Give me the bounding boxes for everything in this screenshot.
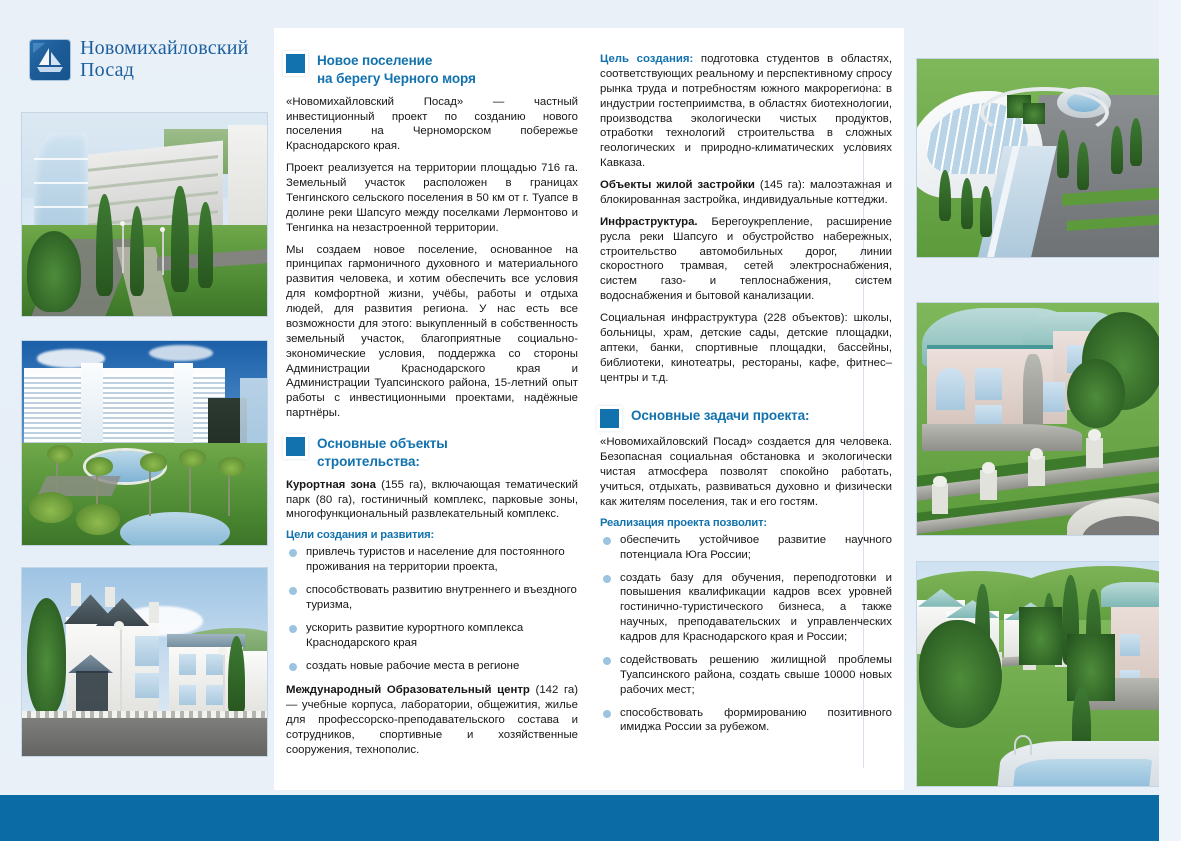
brand-logo	[30, 38, 249, 81]
heading-main-objects	[286, 435, 578, 471]
list-tasks	[600, 533, 892, 736]
heading-new-settlement	[286, 52, 578, 88]
brand-name-line2: Посад	[80, 58, 135, 81]
brand-name-line1: Новомихайловский	[80, 37, 249, 59]
purpose-text: подготовка студентов в областях, соответствующих реальному и перспективному спросу рынка труда и потребностям южного макрорегиона: в индустрии гостеприимства, в областях биотехнологии, производства экологически чистых продуктов, отработки технологий строительства в сложных геологических и природно-климатических условиях Кавказа.	[600, 53, 893, 170]
sailboat-icon	[30, 40, 70, 80]
list-item: содействовать решению жилищной проблемы Туапсинского района, создать свыше 10000 новых рабочих мест;	[600, 653, 892, 698]
paragraph-tasks-intro: «Новомихайловский Посад» создается для человека. Безопасная социальная обстановка и экологически чистая атмосфера позволят спокойно работать, учиться, отдыхать, развиваться духовно и физически как жителям поселения, так и его гостям.	[600, 436, 892, 508]
list-item: привлечь туристов и население для постоянного проживания на территории проекта,	[286, 545, 578, 575]
list-item: обеспечить устойчивое развитие научного потенциала Юга России;	[600, 533, 892, 563]
paragraph-intro-1: «Новомихайловский Посад» — частный инвестиционный проект по созданию нового поселения на Черноморском побережье Краснодарского края.	[286, 95, 578, 153]
footer-bar	[0, 795, 1159, 841]
list-item: создать базу для обучения, переподготовки и повышения квалификации кадров всех уровней гостинично-туристического бизнеса, а также научных, преподавательских и управленческих кадров для Краснодарского края и России;	[600, 571, 892, 645]
heading-line1: Основные задачи проекта:	[631, 408, 810, 424]
list-item: способствовать развитию внутреннего и въездного туризма,	[286, 583, 578, 613]
image-townhouse-render	[22, 568, 267, 756]
content-panel	[274, 28, 904, 790]
housing-text: (145 га): малоэтажная и блокированная застройка, индивидуальные коттеджи.	[600, 179, 892, 206]
subheading-realization: Реализация проекта позволит:	[600, 516, 767, 529]
paragraph-infrastructure	[600, 215, 892, 304]
infrastructure-text: Берегоукрепление, расширение русла реки Шапсуго и обустройство набережных, строительство автомобильных дорог, линии скоростного трамвая, сетей электроснабжения, систем газо- и теплоснабжения, систем водоснабжения и бытовой канализации.	[600, 215, 892, 303]
heading-line2: строительства:	[317, 453, 420, 469]
paragraph-education-center	[286, 683, 578, 757]
heading-line1: Основные объекты	[317, 436, 448, 451]
list-goals	[286, 545, 578, 673]
list-item: способствовать формированию позитивного имиджа России за рубежом.	[600, 706, 892, 736]
paragraph-intro-3: Мы создаем новое поселение, основанное на принципах гармоничного духовного и материального развития человека, и хотим обеспечить все условия для комфортной жизни, учёбы, работы и отдыха людей, для развития региона. У нас есть все возможности для этого: выкупленный в собственность земельный участок, благоприятные социально-экономические условия, поддержка со стороны Администрации Краснодарского края и Администрации Туапсинского района, 15-летний опыт работы с инвестиционными проектами, надёжные партнёры.	[286, 243, 578, 420]
paragraph-purpose	[600, 52, 892, 171]
brand-name	[80, 38, 249, 81]
square-bullet-icon	[286, 54, 305, 73]
heading-line2: на берегу Черного моря	[317, 70, 476, 86]
image-campus-render	[22, 113, 267, 316]
paragraph-intro-2: Проект реализуется на территории площадью 716 га. Земельный участок расположен в границах Тенгинского сельского поселения в 50 км от г. Туапсе в долине реки Шапсуго между поселками Лермонтово и Тенгинка на незастроенной территории.	[286, 162, 578, 234]
resort-zone-lead: Курортная зона	[286, 478, 377, 491]
resort-zone-text: (155 га), включающая тематический парк (80 га), гостиничный комплекс, парковые зоны, многофункциональный развлекательный комплекс.	[286, 478, 579, 521]
image-villa-render	[917, 303, 1159, 535]
infrastructure-lead: Инфраструктура.	[600, 215, 698, 228]
list-item: ускорить развитие курортного комплекса Краснодарского края	[286, 621, 578, 651]
paragraph-housing	[600, 178, 892, 208]
image-plaza-render	[917, 59, 1159, 257]
paragraph-social-infrastructure: Социальная инфраструктура (228 объектов): школы, больницы, храм, детские сады, детские площадки, аптеки, банки, спортивные площадки, бассейны, библиотеки, кинотеатры, рестораны, кафе, фитнес–центры и т.д.	[600, 312, 892, 384]
heading-line1: Новое поселение	[317, 53, 433, 68]
square-bullet-icon	[600, 409, 619, 428]
text-column-right	[600, 52, 892, 765]
subheading-goals: Цели создания и развития:	[286, 529, 435, 542]
paragraph-resort-zone	[286, 478, 578, 523]
text-column-left	[286, 52, 578, 765]
housing-lead: Объекты жилой застройки	[600, 179, 755, 191]
image-hotel-render	[22, 341, 267, 545]
purpose-lead: Цель создания:	[600, 53, 694, 65]
list-item: создать новые рабочие места в регионе	[286, 659, 578, 674]
page-right-margin	[1159, 0, 1181, 841]
education-center-lead: Международный Образовательный центр	[286, 684, 530, 697]
image-cottages-render	[917, 562, 1159, 786]
square-bullet-icon	[286, 437, 305, 456]
education-center-text: (142 га) — учебные корпуса, лаборатории, общежития, жилье для профессорско-преподавательского состава и сотрудников, спортивные и хозяйственные сооружения, технополис.	[286, 684, 578, 756]
heading-main-tasks	[600, 407, 892, 428]
